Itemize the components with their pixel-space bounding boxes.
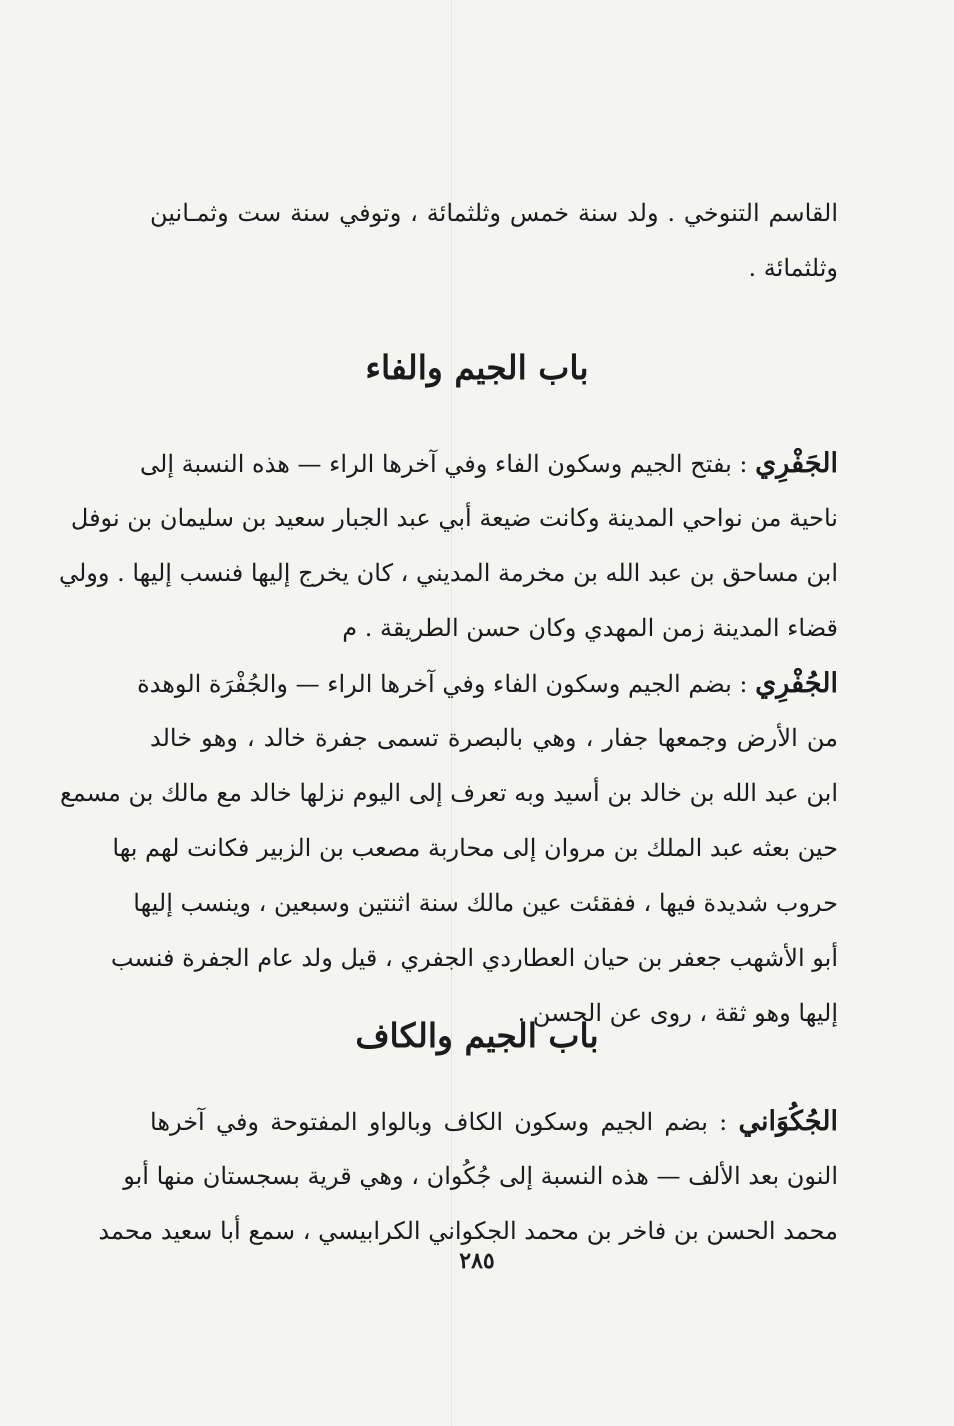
intro-line-1: القاسم التنوخي . ولد سنة خمس وثلثمائة ، وتوفي سنة ست وثمـانين <box>150 199 838 227</box>
section1-body <box>58 436 838 1041</box>
entry-jukuwani-line-1-text: : بضم الجيم وسكون الكاف وبالواو المفتوحة وفي آخرها <box>150 1108 728 1136</box>
entry-jufri-line-1 <box>137 656 838 711</box>
entry-jufri-line-7: إليها وهو ثقة ، روى عن الحسن . <box>517 999 838 1027</box>
entry-jafri-line-1 <box>140 436 838 491</box>
entry-jafri-line-3: ابن مساحق بن عبد الله بن مخرمة المديني ، كان يخرج إليها فنسب إليها . وولي <box>58 559 838 587</box>
entry-jufri-line-4: حين بعثه عبد الملك بن مروان إلى محاربة مصعب بن الزبير فكانت لهم بها <box>112 834 838 862</box>
intro-paragraph <box>150 186 838 296</box>
entry-jufri-line-3: ابن عبد الله بن خالد بن أسيد وبه تعرف إلى اليوم نزلها خالد مع مالك بن مسمع <box>59 779 838 807</box>
entry-jafri-line-1-text: : بفتح الجيم وسكون الفاء وفي آخرها الراء — هذه النسبة إلى <box>140 450 748 478</box>
section-heading-jim-fa: باب الجيم والفاء <box>365 348 589 387</box>
entry-jukuwani-line-1 <box>150 1094 838 1149</box>
entry-headword-jafri: الجَفْرِي <box>755 448 838 479</box>
entry-jukuwani-line-3: محمد الحسن بن فاخر بن محمد الجكواني الكرابيسي ، سمع أبا سعيد محمد <box>98 1217 838 1245</box>
entry-jufri-line-1-text: : بضم الجيم وسكون الفاء وفي آخرها الراء — والجُفْرَة الوهدة <box>137 670 748 698</box>
page-number: ٢٨٥ <box>459 1248 495 1274</box>
entry-headword-jukuwani: الجُكُوَاني <box>738 1106 839 1137</box>
entry-jafri-line-2: ناحية من نواحي المدينة وكانت ضيعة أبي عبد الجبار سعيد بن سليمان بن نوفل <box>70 504 838 532</box>
intro-line-2: وثلثمائة . <box>748 254 838 282</box>
entry-jufri-line-6: أبو الأشهب جعفر بن حيان العطاردي الجفري ، قيل ولد عام الجفرة فنسب <box>110 944 838 972</box>
section-heading-jim-kaf: باب الجيم والكاف <box>355 1016 599 1055</box>
entry-jufri-line-2: من الأرض وجمعها جفار ، وهي بالبصرة تسمى جفرة خالد ، وهو خالد <box>150 724 838 752</box>
section2-body <box>98 1094 839 1259</box>
entry-jukuwani-line-2: النون بعد الألف — هذه النسبة إلى جُكُوان ، وهي قرية بسجستان منها أبو <box>123 1162 838 1190</box>
entry-headword-jufri: الجُفْرِي <box>755 668 838 699</box>
entry-jufri-line-5: حروب شديدة فيها ، ففقئت عين مالك سنة اثنتين وسبعين ، وينسب إليها <box>133 889 838 917</box>
entry-jafri-line-4: قضاء المدينة زمن المهدي وكان حسن الطريقة . م <box>342 614 838 642</box>
